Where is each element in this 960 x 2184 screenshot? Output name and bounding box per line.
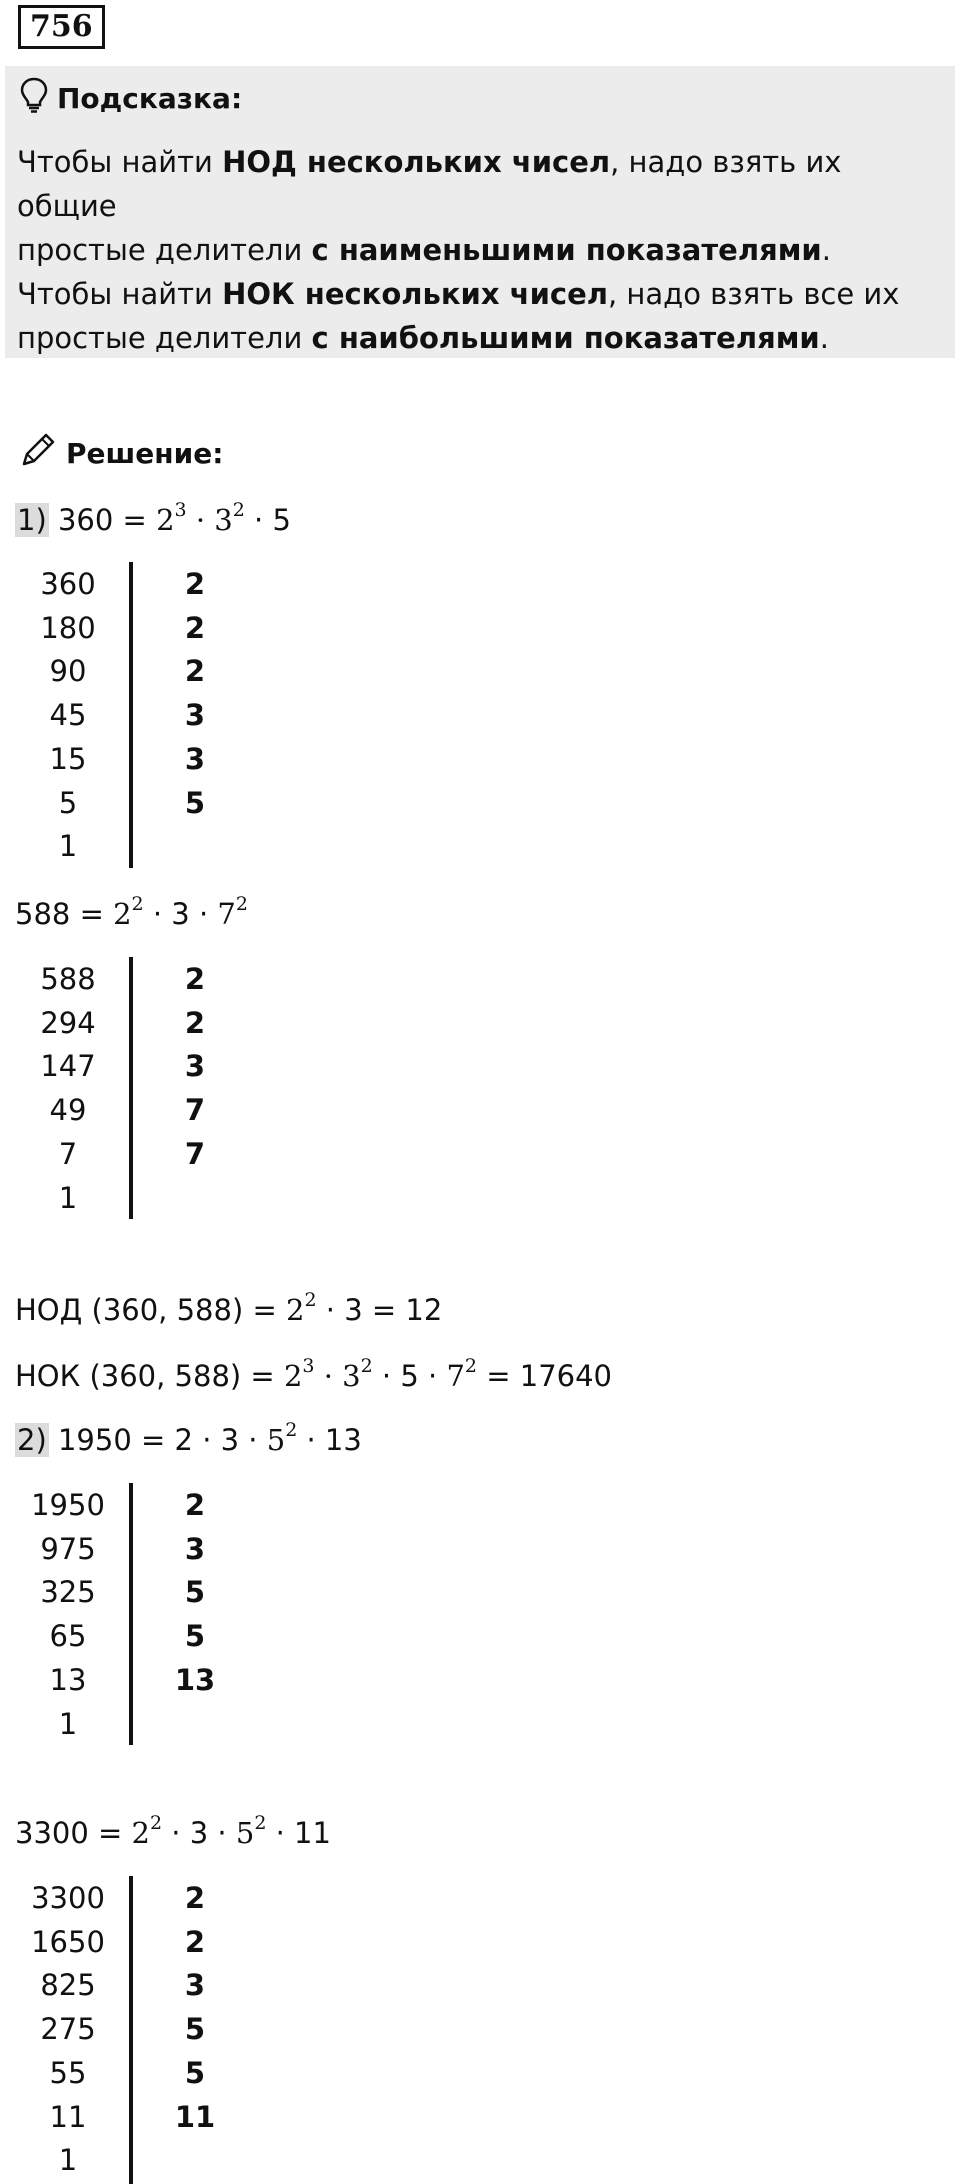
base: 2 bbox=[156, 503, 175, 537]
solution-title: Решение: bbox=[66, 436, 224, 470]
base: 3 bbox=[214, 503, 233, 537]
divisor-value: 3 bbox=[184, 698, 206, 733]
factor-row bbox=[0, 737, 260, 781]
eq-math bbox=[235, 1812, 267, 1850]
factor-row bbox=[0, 649, 260, 693]
dividend-value: 55 bbox=[49, 2055, 87, 2090]
eq-math bbox=[283, 1355, 373, 1393]
factor-row bbox=[0, 957, 260, 1001]
eq-text: · 11 bbox=[266, 1816, 331, 1850]
dividend-value: 147 bbox=[40, 1049, 96, 1084]
factor-row bbox=[0, 2138, 260, 2182]
eq-text: · 3 · bbox=[143, 897, 218, 931]
hint-text-run: . bbox=[821, 233, 831, 267]
factor-row bbox=[0, 1483, 260, 1527]
factor-row bbox=[0, 1570, 260, 1614]
divisor-value: 2 bbox=[184, 654, 206, 689]
divisor-value: 11 bbox=[174, 2099, 216, 2134]
dividend-value: 360 bbox=[40, 567, 96, 601]
item-number: 2) bbox=[17, 1423, 47, 1457]
exponent: 2 bbox=[304, 1289, 317, 1311]
factor-row bbox=[0, 1963, 260, 2007]
dividend-value: 975 bbox=[40, 1531, 96, 1566]
factor-row bbox=[0, 1876, 260, 1920]
factor-row bbox=[0, 2051, 260, 2095]
dividend-value: 1950 bbox=[31, 1488, 105, 1522]
lcm-result bbox=[15, 1356, 612, 1396]
dividend-value: 13 bbox=[49, 1662, 87, 1697]
hint-bold-run: НОД нескольких чисел bbox=[222, 145, 611, 179]
hint-box bbox=[5, 66, 955, 358]
factor-row bbox=[0, 2007, 260, 2051]
eq-text: 360 = bbox=[48, 503, 157, 537]
dividend-value: 1650 bbox=[31, 1924, 105, 1959]
base: 2 bbox=[113, 897, 132, 931]
exponent: 2 bbox=[464, 1355, 478, 1377]
hint-line bbox=[17, 272, 947, 316]
base: 5 bbox=[266, 1423, 286, 1457]
exponent: 2 bbox=[150, 1812, 163, 1834]
hint-line bbox=[17, 228, 947, 272]
divisor-value: 2 bbox=[184, 1005, 206, 1040]
factor-table-588 bbox=[0, 957, 260, 1219]
eq-text: · 13 bbox=[297, 1423, 362, 1457]
divisor-value: 2 bbox=[184, 1488, 206, 1522]
eq-text: 3300 = bbox=[15, 1816, 132, 1850]
eq-text: 588 = bbox=[15, 897, 114, 931]
dividend-value: 1 bbox=[58, 829, 78, 864]
pencil-icon bbox=[18, 430, 58, 477]
factorization-588 bbox=[15, 894, 248, 934]
factor-table-3300 bbox=[0, 1876, 260, 2184]
hint-text-run: простые делители bbox=[17, 321, 312, 355]
divisor-value: 3 bbox=[184, 1531, 206, 1566]
dividend-value: 15 bbox=[49, 741, 87, 776]
eq-text: · 5 bbox=[244, 503, 291, 537]
base: 3 bbox=[342, 1359, 361, 1393]
hint-bold-run: с наибольшими показателями bbox=[311, 321, 820, 355]
divisor-value: 7 bbox=[184, 1093, 206, 1128]
dividend-value: 1 bbox=[58, 2143, 78, 2178]
dividend-value: 3300 bbox=[31, 1881, 105, 1915]
exponent: 2 bbox=[254, 1812, 267, 1834]
factor-row bbox=[0, 693, 260, 737]
exponent: 2 bbox=[360, 1355, 373, 1377]
dividend-value: 180 bbox=[40, 610, 96, 645]
factorization-360 bbox=[15, 500, 291, 540]
divisor-value: 3 bbox=[184, 741, 206, 776]
item-number: 1) bbox=[17, 503, 47, 537]
factor-table-360 bbox=[0, 562, 260, 868]
dividend-value: 1 bbox=[58, 1706, 78, 1741]
base: 2 bbox=[131, 1816, 150, 1850]
exponent: 2 bbox=[235, 893, 248, 915]
eq-text: · 3 = 12 bbox=[316, 1293, 443, 1327]
factor-row bbox=[0, 1132, 260, 1176]
factor-row bbox=[0, 1658, 260, 1702]
divisor-value: 2 bbox=[184, 962, 206, 996]
divisor-value: 2 bbox=[184, 567, 206, 601]
divisor-value: 13 bbox=[174, 1662, 216, 1697]
eq-math bbox=[266, 1419, 298, 1457]
divisor-value: 2 bbox=[184, 610, 206, 645]
solution-header bbox=[18, 432, 223, 474]
factor-row bbox=[0, 1527, 260, 1571]
eq-text: · 3 · bbox=[162, 1816, 236, 1850]
base: 2 bbox=[286, 1293, 305, 1327]
hint-title: Подсказка: bbox=[57, 81, 243, 115]
operator: · bbox=[314, 1359, 343, 1393]
factor-row bbox=[0, 781, 260, 825]
base: 7 bbox=[217, 897, 236, 931]
eq-text: · 5 · bbox=[372, 1359, 447, 1393]
factor-table-1950 bbox=[0, 1483, 260, 1745]
hint-text-run: , надо взять их общие bbox=[17, 145, 842, 223]
factorization-3300 bbox=[15, 1813, 331, 1853]
divisor-value: 5 bbox=[184, 2012, 206, 2047]
factor-row bbox=[0, 824, 260, 868]
dividend-value: 588 bbox=[40, 962, 96, 996]
dividend-value: 294 bbox=[40, 1005, 96, 1040]
hint-text-run: . bbox=[819, 321, 829, 355]
hint-text-run: простые делители bbox=[17, 233, 312, 267]
hint-bold-run: с наименьшими показателями bbox=[311, 233, 822, 267]
eq-text: 1950 = 2 · 3 · bbox=[48, 1423, 267, 1457]
gcd-result bbox=[15, 1290, 442, 1330]
dividend-value: 275 bbox=[40, 2012, 96, 2047]
hint-line bbox=[17, 140, 947, 228]
eq-text: НОК (360, 588) = bbox=[15, 1359, 284, 1393]
hint-header bbox=[19, 78, 242, 118]
exponent: 3 bbox=[174, 499, 187, 521]
task-number: 756 bbox=[18, 5, 105, 49]
eq-text: = 17640 bbox=[477, 1359, 613, 1393]
exponent: 2 bbox=[131, 893, 144, 915]
divisor-value: 5 bbox=[184, 1619, 206, 1654]
factor-row bbox=[0, 1176, 260, 1220]
hint-text-run: Чтобы найти bbox=[17, 145, 223, 179]
eq-math bbox=[286, 1289, 317, 1327]
eq-math bbox=[217, 893, 248, 931]
dividend-value: 7 bbox=[58, 1136, 78, 1171]
operator: · bbox=[186, 503, 215, 537]
exponent: 2 bbox=[232, 499, 245, 521]
divisor-value: 2 bbox=[184, 1881, 206, 1915]
lightbulb-icon bbox=[19, 76, 49, 121]
factor-row bbox=[0, 562, 260, 606]
factorization-1950 bbox=[15, 1420, 362, 1460]
hint-line bbox=[17, 316, 947, 360]
dividend-value: 325 bbox=[40, 1575, 96, 1610]
divisor-value: 3 bbox=[184, 1049, 206, 1084]
factor-row bbox=[0, 606, 260, 650]
base: 5 bbox=[235, 1816, 255, 1850]
divisor-value: 3 bbox=[184, 1968, 206, 2003]
dividend-value: 65 bbox=[49, 1619, 87, 1654]
dividend-value: 5 bbox=[58, 785, 78, 820]
base: 2 bbox=[283, 1359, 303, 1393]
factor-row bbox=[0, 1088, 260, 1132]
eq-math bbox=[131, 1812, 163, 1850]
eq-math bbox=[113, 893, 144, 931]
divisor-value: 5 bbox=[184, 1575, 206, 1610]
dividend-value: 11 bbox=[49, 2099, 87, 2134]
factor-row bbox=[0, 1920, 260, 1964]
exponent: 2 bbox=[285, 1419, 298, 1441]
hint-text-run: Чтобы найти bbox=[17, 277, 223, 311]
factor-row bbox=[0, 1614, 260, 1658]
dividend-value: 825 bbox=[40, 1968, 96, 2003]
hint-text-run: , надо взять все их bbox=[608, 277, 900, 311]
divisor-value: 7 bbox=[184, 1136, 206, 1171]
divisor-value: 5 bbox=[184, 2055, 206, 2090]
divisor-value: 2 bbox=[184, 1924, 206, 1959]
hint-text bbox=[17, 140, 947, 360]
factor-row bbox=[0, 1044, 260, 1088]
dividend-value: 1 bbox=[58, 1180, 78, 1215]
dividend-value: 49 bbox=[49, 1093, 87, 1128]
eq-math bbox=[446, 1355, 478, 1393]
factor-row bbox=[0, 2095, 260, 2139]
factor-row bbox=[0, 1001, 260, 1045]
base: 7 bbox=[446, 1359, 465, 1393]
exponent: 3 bbox=[302, 1355, 315, 1377]
divisor-value: 5 bbox=[184, 785, 206, 820]
eq-math bbox=[156, 499, 245, 537]
hint-bold-run: НОК нескольких чисел bbox=[222, 277, 608, 311]
dividend-value: 90 bbox=[49, 654, 87, 689]
dividend-value: 45 bbox=[49, 698, 87, 733]
factor-row bbox=[0, 1702, 260, 1746]
eq-text: НОД (360, 588) = bbox=[15, 1293, 287, 1327]
